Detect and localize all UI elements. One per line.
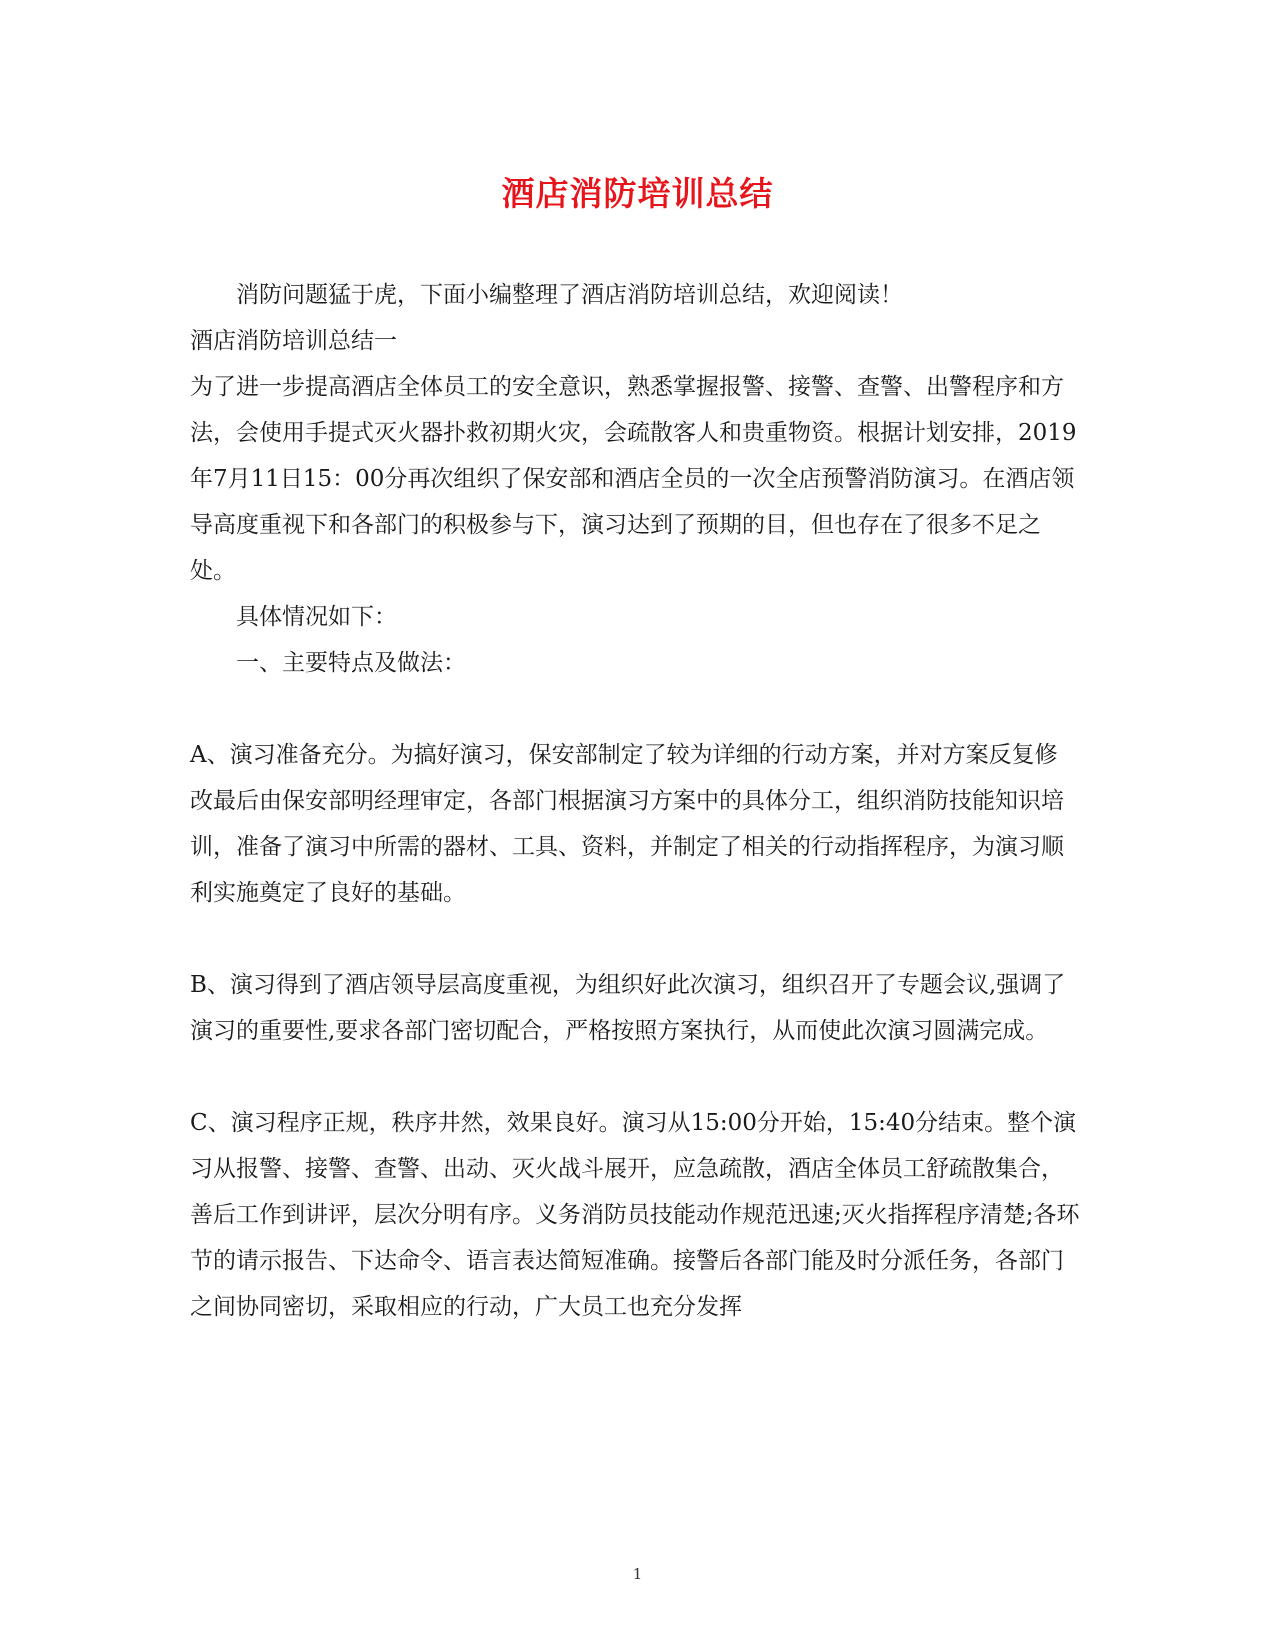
situation-label: 具体情况如下： bbox=[236, 604, 397, 630]
item-c-paragraph: C、演习程序正规，秩序井然，效果良好。演习从15:00分开始，15:40分结束。整个演习从报警、接警、查警、出动、灭火战斗展开，应急疏散，酒店全体员工舒疏散集合，善后工作到讲评，层次分明有序。义务消防员技能动作规范迅速;灭火指挥程序清楚;各环节的请示报告、下达命令、语言表达简短准确。接警后各部门能及时分派任务，各部门之间协同密切，采取相应的行动，广大员工也充分发挥 bbox=[190, 1110, 1080, 1320]
paragraph-1: 为了进一步提高酒店全体员工的安全意识，熟悉掌握报警、接警、查警、出警程序和方法，会使用手提式灭火器扑救初期火灾，会疏散客人和贵重物资。根据计划安排，2019年7月11日15：00分再次组织了保安部和酒店全员的一次全店预警消防演习。在酒店领导高度重视下和各部门的积极参与下，演习达到了预期的目，但也存在了很多不足之处。 bbox=[190, 374, 1077, 584]
document-body bbox=[190, 272, 1080, 1330]
spacer bbox=[190, 1054, 1080, 1100]
spacer bbox=[190, 916, 1080, 962]
document-title: 酒店消防培训总结 bbox=[501, 174, 774, 213]
item-b-paragraph: B、演习得到了酒店领导层高度重视，为组织好此次演习，组织召开了专题会议,强调了演习的重要性,要求各部门密切配合，严格按照方案执行，从而使此次演习圆满完成。 bbox=[190, 972, 1066, 1044]
intro-paragraph: 消防问题猛于虎，下面小编整理了酒店消防培训总结，欢迎阅读！ bbox=[236, 282, 903, 308]
item-a-paragraph: A、演习准备充分。为搞好演习，保安部制定了较为详细的行动方案，并对方案反复修改最后由保安部明经理审定，各部门根据演习方案中的具体分工，组织消防技能知识培训，准备了演习中所需的器材、工具、资料，并制定了相关的行动指挥程序，为演习顺利实施奠定了良好的基础。 bbox=[190, 742, 1064, 906]
page-number: 1 bbox=[632, 1565, 643, 1583]
section-heading: 酒店消防培训总结一 bbox=[190, 328, 397, 354]
spacer bbox=[190, 686, 1080, 732]
subsection-heading-1: 一、主要特点及做法： bbox=[236, 650, 466, 676]
